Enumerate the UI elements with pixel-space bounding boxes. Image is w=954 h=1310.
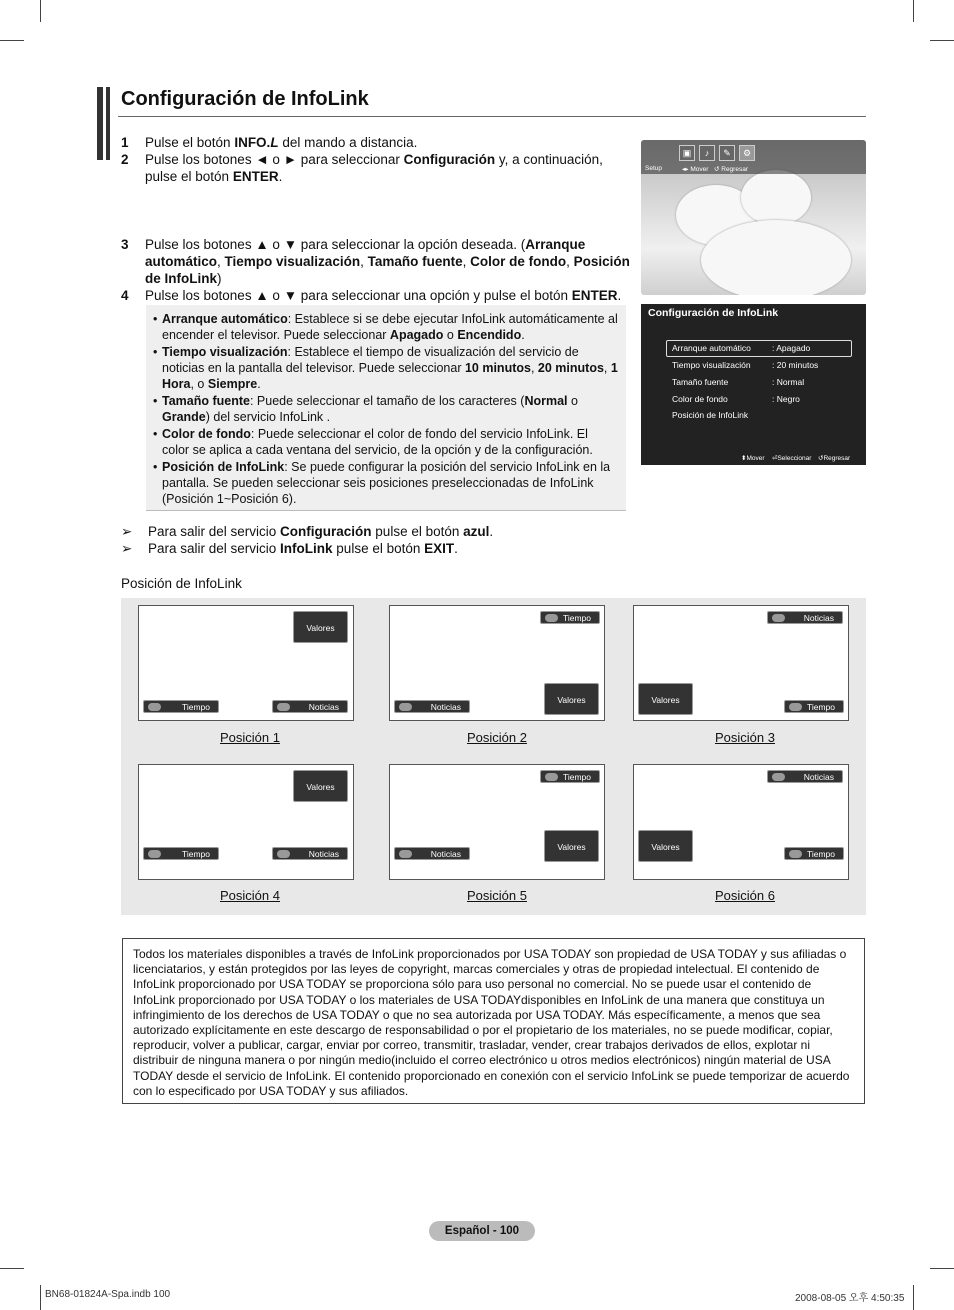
page-number-badge: Español - 100 [429, 1221, 535, 1241]
news-icon [772, 614, 785, 622]
position-3-label: Posición 3 [715, 730, 775, 745]
sound-icon[interactable]: ♪ [699, 145, 715, 161]
bullet-tiempo: • Tiempo visualización: Establece el tiempo de visualización del servicio de noticias en la pantalla del televisor. Puede seleccionar 10 minutos, 20 minutos, 1 Hora, o Siempre. [162, 344, 618, 392]
tv-screen-image [641, 140, 866, 295]
position-5-screen [389, 764, 605, 880]
tv-menu-bar [641, 140, 866, 174]
menu-row-arranque[interactable]: Arranque automático : Apagado [672, 343, 811, 353]
footer-file-info: BN68-01824A-Spa.indb 100 [45, 1289, 171, 1300]
menu-return-hint: ↺Regresar [818, 455, 851, 462]
position-6-label: Posición 6 [715, 888, 775, 903]
weather-icon [789, 850, 802, 858]
picture-icon[interactable]: ▣ [679, 145, 695, 161]
crop-mark [930, 1268, 954, 1269]
valores-box: Valores [544, 830, 599, 862]
position-6-screen [633, 764, 849, 880]
noticias-bar: Noticias [394, 847, 470, 860]
weather-icon [148, 850, 161, 858]
position-1-screen [138, 605, 354, 721]
noticias-bar: Noticias [767, 611, 843, 624]
position-2-label: Posición 2 [467, 730, 527, 745]
step-1: 1 Pulse el botón INFO.L del mando a distancia. [121, 135, 418, 150]
title-bar-decoration [106, 87, 110, 160]
menu-row-color[interactable]: Color de fondo : Negro [672, 394, 800, 404]
bullet-posicion: • Posición de InfoLink: Se puede configurar la posición del servicio InfoLink en la pantalla. Se pueden seleccionar seis posiciones preseleccionadas de InfoLink (Posición 1~Posición 6). [162, 459, 618, 507]
notes [121, 523, 493, 557]
noticias-bar: Noticias [767, 770, 843, 783]
positions-panel [121, 598, 866, 915]
position-4-label: Posición 4 [220, 888, 280, 903]
legal-disclaimer: Todos los materiales disponibles a través de InfoLink proporcionados por USA TODAY son propiedad de USA TODAY y sus afiliadas o licenciatarios, y están protegidos por las leyes de copyright, marcas comerciales y otras de propiedad intelectual. El contenido de InfoLink proporcionado por USA TODAY se proporciona sólo para uso personal no comercial. No se puede usar el contenido de InfoLink proporcionado por USA TODAY o los materiales de USA TODAYdisponibles en InfoLink de una manera que constituya un infringimiento de los derechos de USA TODAY o que no sea autorizada por USA TODAY. Más específicamente, a menos que sea autorizado explícitamente en este descargo de responsabilidad o por el propietario de los materiales, no se puede modificar, copiar, reproducir, volver a publicar, cargar, enviar por correo, transmitir, trasladar, vender, crear trabajos derivados de ellos, explotar ni distribuir de ninguna manera o por ningún medio(incluido el correo electrónico u otros medios electrónicos) ningún material de USA TODAY desde el servicio de InfoLink. El contenido proporcionado en conexión con el servicio InfoLink se puede temporizar de acuerdo con lo especificado por USA TODAY y sus afiliados. [122, 938, 865, 1104]
title-bar-decoration [97, 87, 103, 160]
valores-box: Valores [544, 683, 599, 715]
news-icon [772, 773, 785, 781]
menu-row-tiempo[interactable]: Tiempo visualización : 20 minutos [672, 360, 819, 370]
crop-mark [913, 0, 914, 22]
position-2-screen [389, 605, 605, 721]
weather-icon [789, 703, 802, 711]
noticias-bar: Noticias [394, 700, 470, 713]
tiempo-bar: Tiempo [784, 847, 844, 860]
tiempo-bar: Tiempo [143, 847, 219, 860]
menu-select-hint: ⏎Seleccionar [772, 455, 812, 462]
position-1-label: Posición 1 [220, 730, 280, 745]
bear-shape [741, 170, 811, 225]
news-icon [399, 703, 412, 711]
footer-timestamp: 2008-08-05 오후 4:50:35 [795, 1293, 905, 1304]
weather-icon [545, 614, 558, 622]
positions-heading: Posición de InfoLink [121, 576, 242, 591]
title-rule [118, 116, 866, 117]
infolink-settings-menu [641, 304, 866, 465]
bullet-color: • Color de fondo: Puede seleccionar el color de fondo del servicio InfoLink. El color se aplica a cada ventana del servicio, de la opción y de la configuración. [162, 426, 618, 458]
note-2: ➢ Para salir del servicio InfoLink pulse el botón EXIT. [121, 541, 458, 556]
position-5-label: Posición 5 [467, 888, 527, 903]
options-description [146, 305, 626, 511]
noticias-bar: Noticias [272, 847, 348, 860]
menu-row-tamano[interactable]: Tamaño fuente : Normal [672, 377, 805, 387]
position-4-screen [138, 764, 354, 880]
note-1: ➢ Para salir del servicio Configuración pulse el botón azul. [121, 524, 494, 539]
weather-icon [545, 773, 558, 781]
valores-box: Valores [638, 830, 693, 862]
crop-mark [0, 1268, 24, 1269]
tiempo-bar: Tiempo [540, 611, 600, 624]
step-4: 4 Pulse los botones ▲ o ▼ para seleccionar una opción y pulse el botón ENTER. [121, 288, 622, 303]
noticias-bar: Noticias [272, 700, 348, 713]
menu-title: Configuración de InfoLink [648, 307, 779, 319]
tiempo-bar: Tiempo [540, 770, 600, 783]
tv-menu-icons [679, 145, 755, 161]
crop-mark [0, 40, 24, 41]
bullet-tamano: • Tamaño fuente: Puede seleccionar el tamaño de los caracteres (Normal o Grande) del servicio InfoLink . [162, 393, 618, 425]
tiempo-bar: Tiempo [143, 700, 219, 713]
tv-setup-label: Setup [645, 165, 662, 172]
valores-box: Valores [293, 611, 348, 643]
page-title: Configuración de InfoLink [121, 88, 369, 110]
weather-icon [148, 703, 161, 711]
news-icon [277, 850, 290, 858]
crop-mark [40, 1285, 41, 1310]
bear-shape [701, 220, 851, 295]
step-3: 3 Pulse los botones ▲ o ▼ para seleccionar la opción deseada. (Arranque automático, Tiempo visualización, Tamaño fuente, Color de fondo, Posición de InfoLink) [121, 237, 630, 286]
valores-box: Valores [293, 770, 348, 802]
menu-move-hint: ⬍Mover [741, 455, 765, 462]
valores-box: Valores [638, 683, 693, 715]
channel-icon[interactable]: ✎ [719, 145, 735, 161]
step-2: 2 Pulse los botones ◄ o ► para seleccionar Configuración y, a continuación, pulse el botón ENTER. [121, 152, 603, 184]
tv-move-hint: ◂▸ Mover [682, 166, 709, 173]
settings-icon[interactable]: ⚙ [739, 145, 755, 161]
menu-row-posicion[interactable]: Posición de InfoLink [672, 410, 749, 420]
crop-mark [930, 40, 954, 41]
position-3-screen [633, 605, 849, 721]
news-icon [399, 850, 412, 858]
news-icon [277, 703, 290, 711]
tv-return-hint: ↺ Regresar [714, 166, 748, 173]
bullet-arranque: • Arranque automático: Establece si se debe ejecutar InfoLink automáticamente al encender el televisor. Puede seleccionar Apagado o Encendido. [162, 311, 618, 343]
crop-mark [913, 1285, 914, 1310]
crop-mark [40, 0, 41, 22]
tiempo-bar: Tiempo [784, 700, 844, 713]
